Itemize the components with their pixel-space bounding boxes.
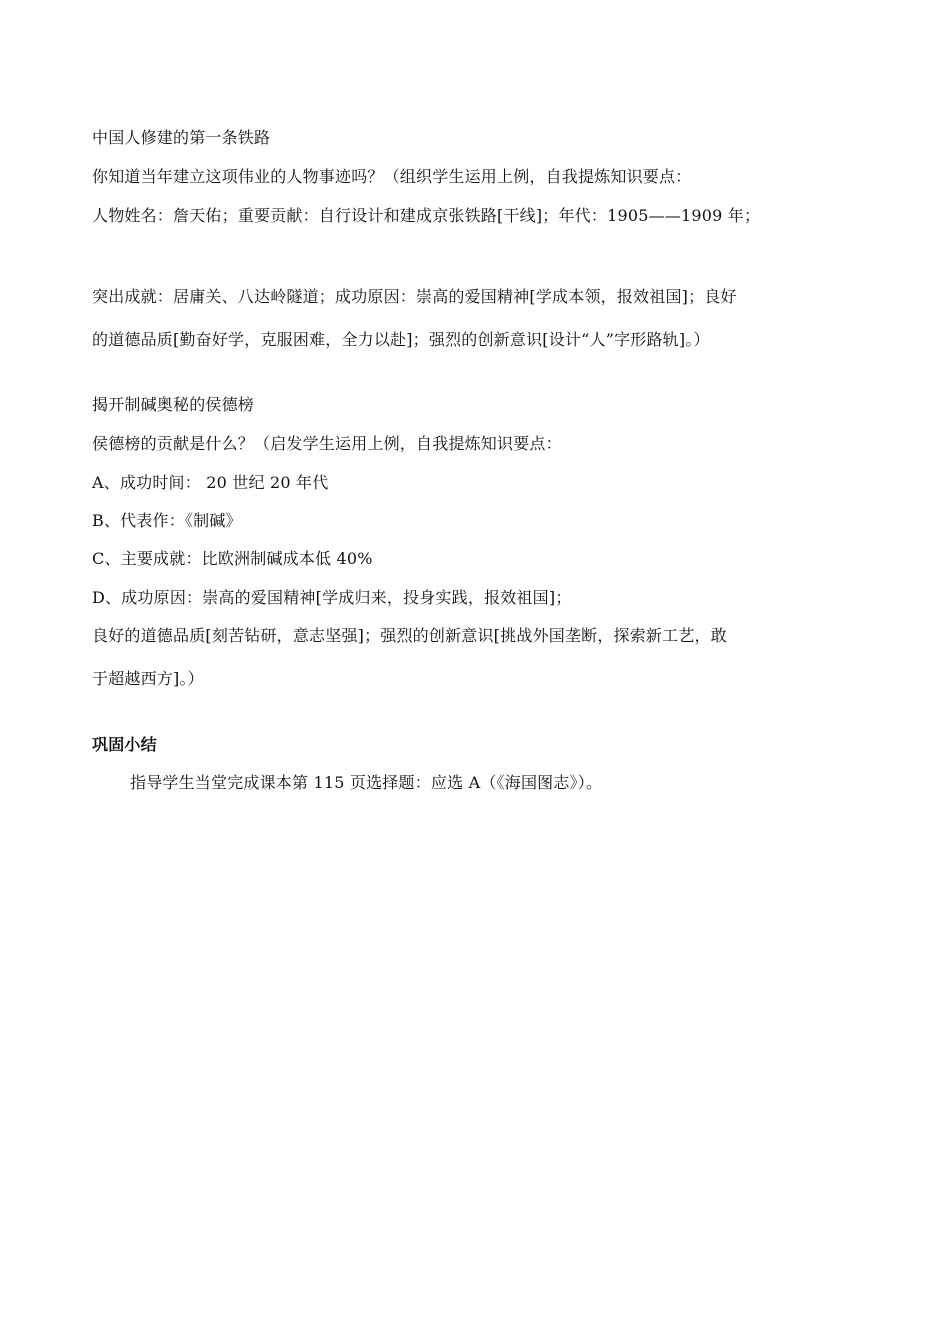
section1-question: 你知道当年建立这项伟业的人物事迹吗？（组织学生运用上例，自我提炼知识要点： bbox=[92, 167, 692, 186]
section2-reason-line1: 良好的道德品质[刻苦钻研，意志坚强]；强烈的创新意识[挑战外国垄断，探索新工艺，敢 bbox=[92, 626, 727, 645]
section2-title: 揭开制碱奥秘的侯德榜 bbox=[92, 395, 255, 414]
section1-title: 中国人修建的第一条铁路 bbox=[92, 128, 271, 147]
section2-item-b: B、代表作：《制碱》 bbox=[92, 511, 242, 530]
section2-item-a: A、成功时间： 20 世纪 20 年代 bbox=[92, 473, 329, 492]
section1-achievement-line1: 突出成就：居庸关、八达岭隧道；成功原因：崇高的爱国精神[学成本领，报效祖国]；良好 bbox=[92, 287, 737, 306]
section2-reason-line2: 于超越西方]。） bbox=[92, 669, 204, 688]
section2-question: 侯德榜的贡献是什么？（启发学生运用上例，自我提炼知识要点： bbox=[92, 434, 562, 453]
summary-text: 指导学生当堂完成课本第 115 页选择题：应选 A（《海国图志》）。 bbox=[130, 773, 603, 792]
section1-achievement-line2: 的道德品质[勤奋好学，克服困难，全力以赴]；强烈的创新意识[设计“人”字形路轨]。） bbox=[92, 330, 710, 349]
section1-person-line: 人物姓名：詹天佑；重要贡献：自行设计和建成京张铁路[干线]；年代：1905——1909 年； bbox=[92, 206, 761, 225]
summary-heading: 巩固小结 bbox=[92, 735, 157, 754]
section2-item-c: C、主要成就：比欧洲制碱成本低 40% bbox=[92, 549, 373, 568]
section2-item-d: D、成功原因：崇高的爱国精神[学成归来，投身实践，报效祖国]； bbox=[92, 588, 572, 607]
